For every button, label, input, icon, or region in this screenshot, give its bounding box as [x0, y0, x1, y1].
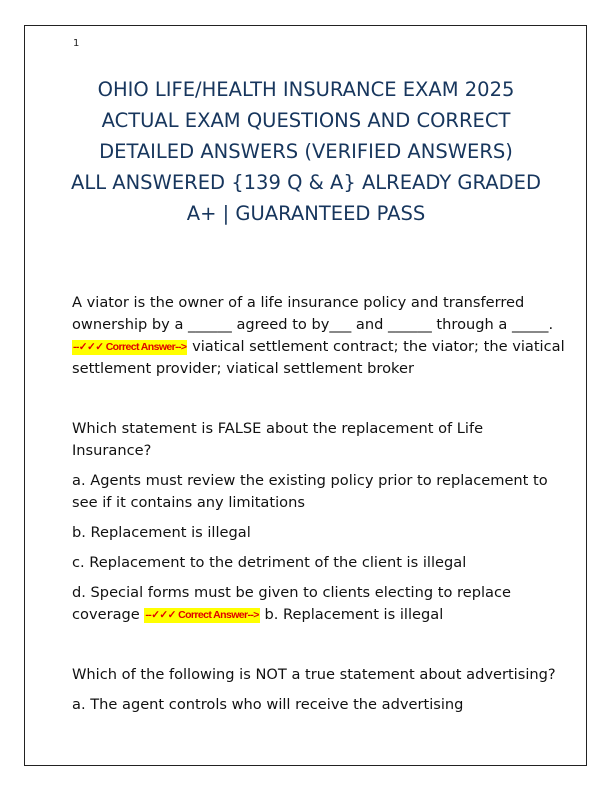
title-line: A+ | GUARANTEED PASS [186, 202, 426, 225]
answer-line [72, 336, 565, 358]
questions-content [72, 292, 565, 716]
question-1 [72, 292, 565, 380]
correct-answer-badge: --✓✓✓ Correct Answer--> [73, 341, 187, 353]
answer-line [72, 604, 546, 626]
option-a: a. Agents must review the existing policy prior to replacement to [72, 472, 548, 489]
title-line: OHIO LIFE/HEALTH INSURANCE EXAM 2025 [97, 78, 515, 101]
option-d: coverage [72, 606, 145, 623]
title-line: DETAILED ANSWERS (VERIFIED ANSWERS) [99, 140, 513, 163]
answer-text: settlement provider; viatical settlement broker [72, 360, 414, 377]
option-c: c. Replacement to the detriment of the client is illegal [72, 554, 467, 571]
title-line: ALL ANSWERED {139 Q & A} ALREADY GRADED [70, 171, 541, 194]
document-title [60, 74, 552, 229]
question-2 [72, 418, 546, 626]
option-a: see if it contains any limitations [72, 494, 305, 511]
title-line: ACTUAL EXAM QUESTIONS AND CORRECT [101, 109, 511, 132]
answer-text: viatical settlement contract; the viator; the viatical [187, 338, 565, 355]
option-d: d. Special forms must be given to clients electing to replace [72, 584, 511, 601]
page-number: 1 [73, 38, 80, 49]
question-text: Which statement is FALSE about the replacement of Life [72, 420, 484, 437]
question-text: A viator is the owner of a life insurance policy and transferred [72, 294, 525, 311]
question-text: ownership by a ______ agreed to by___ and ______ through a _____. [72, 316, 554, 333]
option-b: b. Replacement is illegal [72, 524, 251, 541]
option-a: a. The agent controls who will receive the advertising [72, 696, 464, 713]
question-text: Which of the following is NOT a true statement about advertising? [72, 666, 556, 683]
answer-text: b. Replacement is illegal [259, 606, 444, 623]
question-text: Insurance? [72, 442, 152, 459]
correct-answer-badge: --✓✓✓ Correct Answer--> [145, 609, 259, 621]
question-3 [72, 664, 556, 716]
